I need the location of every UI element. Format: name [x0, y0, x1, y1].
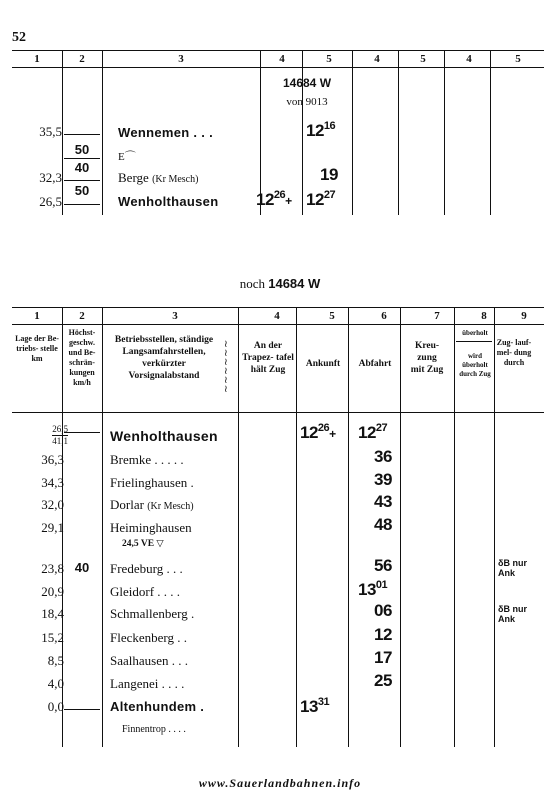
- station-name: Altenhundem .: [110, 699, 205, 714]
- top-header-rule: [12, 67, 544, 68]
- header-departure: Abfahrt: [358, 359, 392, 369]
- report-note: δB nur Ank: [498, 604, 527, 624]
- station-name: Frielinghausen .: [110, 475, 194, 490]
- station-name: Langenei . . . .: [110, 676, 185, 691]
- station-name: Finnentrop . . . .: [122, 724, 186, 735]
- col-divider: [302, 50, 303, 215]
- km-value: 32,0: [41, 497, 64, 512]
- speed-limit: 40: [74, 160, 90, 175]
- km-value: 20,9: [41, 584, 64, 599]
- top-column-numbers: [12, 52, 544, 66]
- footer-url: www.Sauerlandbahnen.info: [198, 776, 362, 790]
- km-value: 34,3: [41, 475, 64, 490]
- km-value: 35,5: [39, 124, 62, 139]
- km-value: 23,8: [41, 561, 64, 576]
- col-divider: [296, 307, 297, 747]
- col-num: 2: [79, 310, 85, 322]
- speed-divider: [64, 158, 100, 159]
- arrival-time: $13^{31}$: [300, 696, 330, 716]
- col-num: 3: [178, 53, 184, 65]
- header-location: Lage der Be- triebs- stelle km: [15, 334, 59, 363]
- wavy-line-icon: ≀ ≀ ≀ ≀ ≀ ≀: [224, 339, 228, 395]
- header-crossing: Kreu- zung mit Zug: [410, 341, 444, 375]
- train-from: von 9013: [286, 96, 328, 108]
- departure-time: 39: [374, 470, 392, 489]
- col-divider: [494, 307, 495, 747]
- col-num: 1: [34, 53, 40, 65]
- header-arrival: Ankunft: [305, 359, 341, 369]
- station-name: Wenholthausen: [110, 428, 218, 444]
- departure-time: $13^{01}$: [358, 579, 388, 599]
- report-note: δB nur Ank: [498, 558, 527, 578]
- km-value: 36,3: [41, 452, 64, 467]
- col-num: 4: [374, 53, 380, 65]
- header-divider: [456, 341, 492, 342]
- departure-time: 56: [374, 556, 392, 575]
- bottom-rule: [12, 307, 544, 308]
- station-name: Bremke . . . . .: [110, 452, 184, 467]
- speed-limit: 50: [74, 142, 90, 157]
- station-name: Dorlar (Kr Mesch): [110, 497, 194, 512]
- station-name: Fredeburg . . .: [110, 561, 183, 576]
- km-value: 8,5: [47, 653, 64, 668]
- col-num: 9: [521, 310, 527, 322]
- speed-divider: [64, 134, 100, 135]
- col-divider: [400, 307, 401, 747]
- col-divider: [398, 50, 399, 215]
- departure-time: 43: [374, 492, 392, 511]
- col-num: 4: [279, 53, 285, 65]
- speed-divider: [64, 432, 100, 433]
- departure-time: 19: [320, 165, 338, 184]
- header-bottom-rule: [12, 412, 544, 413]
- col-num: 2: [79, 53, 85, 65]
- km-value: 26,5: [39, 194, 62, 209]
- col-num: 6: [381, 310, 387, 322]
- col-num: 7: [434, 310, 440, 322]
- station-name: Gleidorf . . . .: [110, 584, 181, 599]
- arrival-time: $12^{26}+$: [256, 189, 292, 209]
- departure-time: 36: [374, 447, 392, 466]
- bottom-column-numbers: [12, 309, 544, 323]
- page-number: 52: [12, 30, 26, 45]
- speed-divider: [64, 709, 100, 710]
- col-divider: [348, 307, 349, 747]
- km-value: 15,2: [41, 630, 64, 645]
- speed-divider: [64, 204, 100, 205]
- header-overtaken: wird überholt durch Zug: [459, 352, 491, 378]
- station-name: Saalhausen . . .: [110, 653, 188, 668]
- signal-distance-note: 24,5 VE ▽: [122, 539, 164, 549]
- col-divider: [238, 307, 239, 747]
- speed-limit: 50: [74, 183, 90, 198]
- km-value: 0,0: [47, 699, 64, 714]
- col-num: 5: [515, 53, 521, 65]
- km-value: 4,0: [47, 676, 64, 691]
- departure-time: 12: [374, 625, 392, 644]
- col-num: 4: [274, 310, 280, 322]
- col-divider: [444, 50, 445, 215]
- col-num: 5: [329, 310, 335, 322]
- departure-time: $12^{27}$: [306, 189, 336, 209]
- signal-symbol: E⌒: [118, 151, 136, 163]
- header-report: Zug- lauf- mel- dung durch: [496, 338, 532, 367]
- km-value: 32,3: [39, 170, 62, 185]
- col-num: 4: [466, 53, 472, 65]
- top-rule: [12, 50, 544, 51]
- train-number: 14684 W: [282, 76, 332, 90]
- col-divider: [352, 50, 353, 215]
- header-trapeze: An der Trapez- tafel hält Zug: [242, 341, 294, 375]
- km-value: 29,1: [41, 520, 64, 535]
- col-divider: [454, 307, 455, 747]
- station-name: Heiminghausen: [110, 520, 192, 535]
- speed-divider: [64, 180, 100, 181]
- col-num: 3: [172, 310, 178, 322]
- header-stations: Betriebsstellen, ständige Langsamfahrstellen, verkürzter Vorsignalabstand: [114, 335, 214, 381]
- col-divider: [102, 307, 103, 747]
- departure-time: 25: [374, 671, 392, 690]
- departure-time: $12^{27}$: [358, 422, 388, 442]
- header-speed: Höchst- geschw. und Be- schrän- kungen km/h: [68, 328, 96, 387]
- km-fraction: 26,5 41,1: [52, 424, 68, 446]
- col-num: 1: [34, 310, 40, 322]
- col-divider: [490, 50, 491, 215]
- station-name: Fleckenberg . .: [110, 630, 188, 645]
- station-name: Schmallenberg .: [110, 606, 195, 621]
- col-num: 5: [326, 53, 332, 65]
- departure-time: 17: [374, 648, 392, 667]
- speed-limit: 40: [74, 560, 90, 575]
- departure-time: $12^{16}$: [306, 120, 336, 140]
- col-divider: [102, 50, 103, 215]
- km-value: 18,4: [41, 606, 64, 621]
- bottom-header-rule: [12, 324, 544, 325]
- station-name: Berge (Kr Mesch): [118, 170, 199, 185]
- col-num: 8: [481, 310, 487, 322]
- station-name: Wenholthausen: [118, 194, 219, 209]
- station-name: Wennemen . . .: [118, 125, 213, 140]
- col-num: 5: [420, 53, 426, 65]
- section-title: noch 14684 W: [239, 276, 321, 291]
- departure-time: 48: [374, 515, 392, 534]
- header-overtakes: überholt: [462, 329, 488, 337]
- departure-time: 06: [374, 601, 392, 620]
- arrival-time: $12^{26}+$: [300, 422, 336, 442]
